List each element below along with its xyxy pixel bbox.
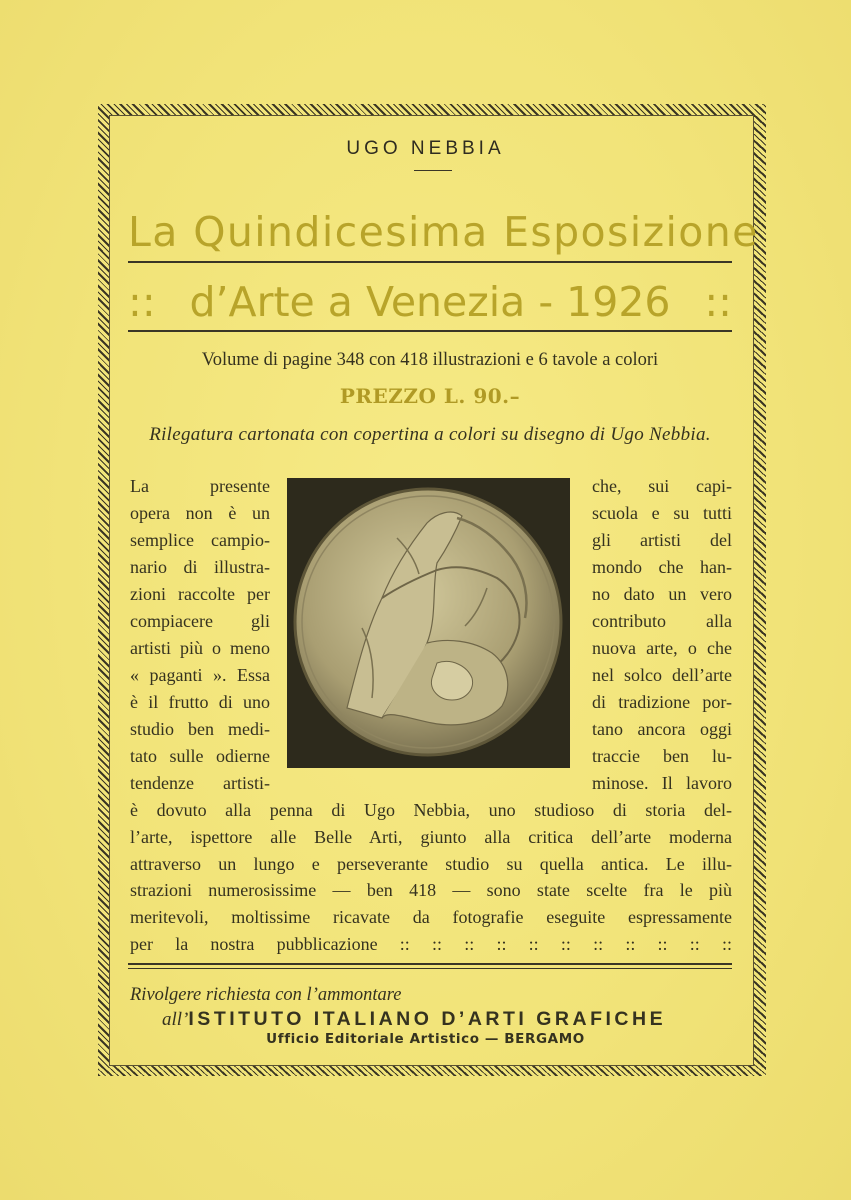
body-line: contributo alla [592, 611, 732, 631]
bronze-medal-relief-icon [287, 478, 570, 768]
body-line: meritevoli, moltissime ricavate da fotografie eseguite espressamente [130, 907, 732, 928]
body-line: nuova arte, o che [592, 638, 732, 658]
body-line: attraverso un lungo e perseverante studio su quella antica. Le illu- [130, 853, 732, 874]
title-line-2 [128, 278, 732, 326]
institute-text: ISTITUTO ITALIANO D’ARTI GRAFICHE [188, 1008, 667, 1030]
footer-rule-thin [128, 968, 732, 969]
body-line: che, sui capi- [592, 476, 732, 496]
body-line: artisti più o meno [130, 638, 270, 658]
author-name: UGO NEBBIA [346, 138, 505, 159]
body-line: è il frutto di uno [130, 692, 270, 712]
body-right-column [592, 473, 732, 797]
body-line: nario di illustra- [130, 557, 270, 577]
body-line: zioni raccolte per [130, 584, 270, 604]
body-line: strazioni numerosissime — ben 418 — sono state scelte fra le più [130, 880, 732, 901]
body-line: studio ben medi- [130, 719, 270, 739]
title-line-2-text: d’Arte a Venezia - 1926 [189, 278, 671, 326]
institute-name [162, 1008, 666, 1031]
volume-info: Volume di pagine 348 con 418 illustrazioni e 6 tavole a colori [201, 350, 659, 370]
body-full-width [130, 797, 732, 958]
body-line: mondo che han- [592, 557, 732, 577]
body-line: nel solco dell’arte [592, 665, 732, 685]
title-ornament-right: :: [704, 278, 732, 326]
title-line-1: La Quindicesima Esposizione [128, 208, 759, 256]
body-line: compiacere gli [130, 611, 270, 631]
body-line: tendenze artisti- [130, 773, 270, 793]
body-line: minose. Il lavoro [592, 773, 732, 793]
footer-rule-thick [128, 963, 732, 965]
body-line: gli artisti del [592, 530, 732, 550]
request-line: Rivolgere richiesta con l’ammontare [130, 985, 402, 1005]
body-line: semplice campio- [130, 530, 270, 550]
body-line: traccie ben lu- [592, 746, 732, 766]
title-rule-2 [128, 330, 732, 332]
body-line: è dovuto alla penna di Ugo Nebbia, uno studioso di storia del- [130, 800, 732, 820]
office-line: Ufficio Editoriale Artistico — BERGAMO [266, 1031, 585, 1047]
price: PREZZO L. 90.– [339, 384, 521, 408]
body-line: tato sulle odierne [130, 746, 270, 766]
medal-illustration [287, 478, 570, 768]
body-line: scuola e su tutti [592, 503, 732, 523]
body-line: tano ancora oggi [592, 719, 732, 739]
body-line: di tradizione por- [592, 692, 732, 712]
binding-info: Rilegatura cartonata con copertina a colori su disegno di Ugo Nebbia. [149, 424, 711, 445]
title-ornament-left: :: [128, 278, 156, 326]
institute-prefix: all’ [162, 1009, 189, 1030]
body-line: La presente [130, 476, 270, 496]
author-divider [414, 170, 452, 171]
title-rule-1 [128, 261, 732, 263]
body-line: opera non è un [130, 503, 270, 523]
body-left-column [130, 473, 270, 797]
body-line: l’arte, ispettore alle Belle Arti, giunto alla critica dell’arte moderna [130, 826, 732, 847]
body-line: « paganti ». Essa [130, 665, 270, 685]
body-line: no dato un vero [592, 584, 732, 604]
body-line: per la nostra pubblicazione :: :: :: :: :: :: :: :: :: :: :: [130, 933, 732, 954]
